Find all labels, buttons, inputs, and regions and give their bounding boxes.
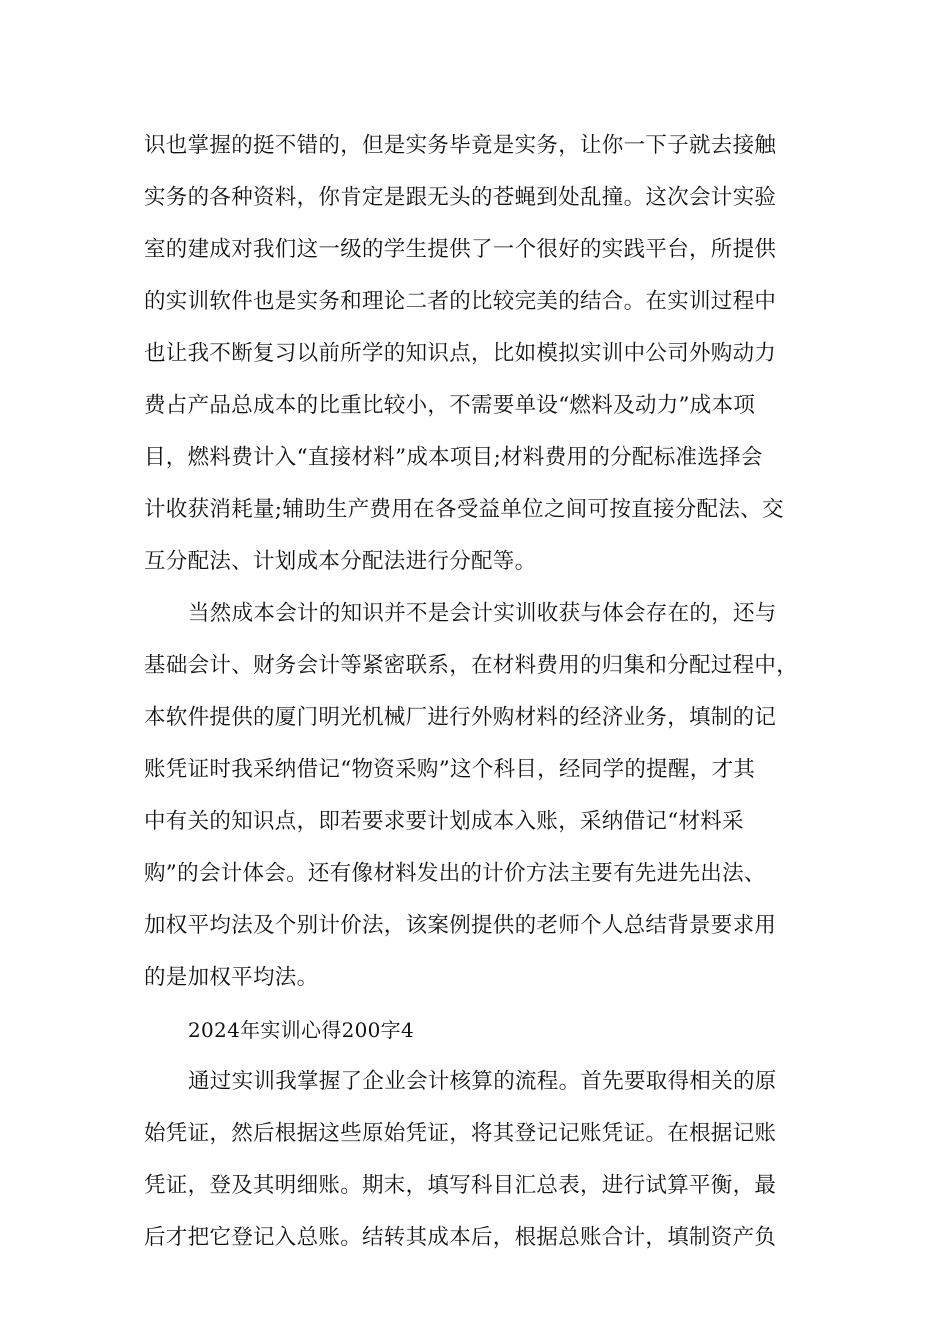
text-line: 加权平均法及个别计价法，该案例提供的老师个人总结背景要求用 xyxy=(144,913,777,938)
text-line: 的是加权平均法。 xyxy=(144,965,319,990)
text-line: 目，燃料费计入“直接材料”成本项目;材料费用的分配标准选择会 xyxy=(144,445,763,470)
text-line: 本软件提供的厦门明光机械厂进行外购材料的经济业务，填制的记 xyxy=(144,705,777,730)
text-line: 账凭证时我采纳借记“物资采购”这个科目，经同学的提醒，才其 xyxy=(144,757,756,782)
text-line: 基础会计、财务会计等紧密联系，在材料费用的归集和分配过程中， xyxy=(144,653,799,678)
text-line: 实务的各种资料，你肯定是跟无头的苍蝇到处乱撞。这次会计实验 xyxy=(144,185,777,210)
text-line: 凭证，登及其明细账。期末，填写科目汇总表，进行试算平衡，最 xyxy=(144,1173,777,1198)
text-line: 通过实训我掌握了企业会计核算的流程。首先要取得相关的原 xyxy=(188,1069,777,1094)
text-line: 也让我不断复习以前所学的知识点，比如模拟实训中公司外购动力 xyxy=(144,341,777,366)
text-line: 费占产品总成本的比重比较小，不需要单设“燃料及动力”成本项 xyxy=(144,393,756,418)
text-line: 中有关的知识点，即若要求要计划成本入账，采纳借记“材料采 xyxy=(144,809,744,834)
section-heading: 2024年实训心得200字4 xyxy=(188,1018,414,1042)
text-line: 互分配法、计划成本分配法进行分配等。 xyxy=(144,549,537,574)
text-line: 的实训软件也是实务和理论二者的比较完美的结合。在实训过程中 xyxy=(144,289,777,314)
text-line: 始凭证，然后根据这些原始凭证，将其登记记账凭证。在根据记账 xyxy=(144,1121,777,1146)
text-line: 计收获消耗量;辅助生产费用在各受益单位之间可按直接分配法、交 xyxy=(144,497,784,522)
text-line: 室的建成对我们这一级的学生提供了一个很好的实践平台，所提供 xyxy=(144,237,777,262)
document-body xyxy=(144,126,834,1270)
text-line: 购”的会计体会。还有像材料发出的计价方法主要有先进先出法、 xyxy=(144,861,766,886)
text-line: 当然成本会计的知识并不是会计实训收获与体会存在的，还与 xyxy=(188,601,777,626)
text-line: 识也掌握的挺不错的，但是实务毕竟是实务，让你一下子就去接触 xyxy=(144,133,777,158)
text-line: 后才把它登记入总账。结转其成本后，根据总账合计，填制资产负 xyxy=(144,1225,777,1250)
